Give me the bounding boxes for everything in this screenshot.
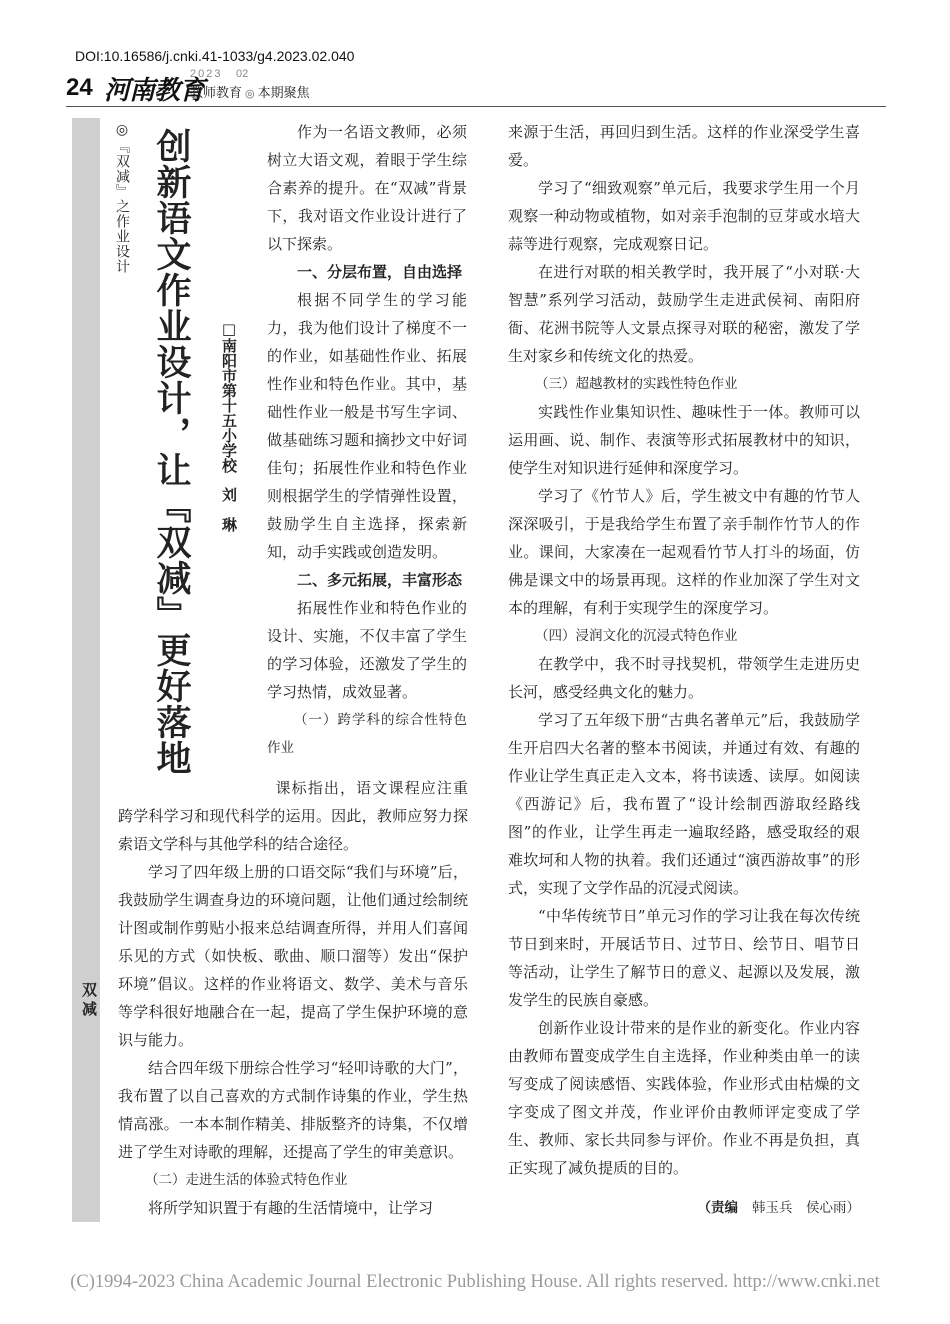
section-heading: 二、多元拓展，丰富形态 (297, 571, 463, 589)
author-unit: 南阳市第十五小学校 (220, 338, 238, 473)
page-number: 24 (66, 74, 93, 101)
subsection-heading: （二）走进生活的体验式特色作业 (145, 1172, 348, 1188)
subsection-heading: （四）浸润文化的沉浸式特色作业 (535, 628, 738, 644)
journal-issue: 02 (236, 68, 249, 80)
header-rule (66, 106, 886, 107)
journal-year: 2023 (190, 68, 223, 80)
series-label: ◎『双减』之作业设计 (114, 122, 130, 274)
paragraph: 在进行对联的相关教学时，我开展了“小对联·大智慧”系列学习活动，鼓励学生走进武侯祠、南阳府衙、花洲书院等人文景点探寻对联的秘密，激发了学生对家乡和传统文化的热爱。 (508, 263, 860, 365)
article-column-1-continued (118, 774, 468, 1222)
subsection-heading: （一）跨学科的综合性特色作业 (267, 712, 467, 756)
section-name: 本期聚焦 (257, 86, 310, 101)
sidebar-bar (72, 118, 100, 1222)
article-column-1 (267, 118, 467, 762)
paragraph: 创新作业设计带来的是作业的新变化。作业内容由教师布置变成学生自主选择，作业种类由单一的读写变成了阅读感悟、实践体验，作业形式由枯燥的文字变成了图文并茂，作业评价由教师评定变成了学生、教师、家长共同参与评价。作业不再是负担，真正实现了减负提质的目的。 (508, 1019, 860, 1177)
section-separator: ◎ (245, 87, 255, 100)
paragraph: 学习了五年级下册“古典名著单元”后，我鼓励学生开启四大名著的整本书阅读，并通过有效、有趣的作业让学生真正走入文本，将书读透、读厚。如阅读《西游记》后，我布置了“设计绘制西游取经路线图”的作业，让学生再走一遍取经路，感受取经的艰难坎坷和人物的执着。我们还通过“演西游故事”的形式，实现了文学作品的沉浸式阅读。 (508, 711, 860, 897)
section-heading: 一、分层布置，自由选择 (297, 263, 463, 281)
paragraph: 学习了四年级上册的口语交际“我们与环境”后，我鼓励学生调查身边的环境问题，让他们通过绘制统计图或制作剪贴小报来总结调查所得，并用人们喜闻乐见的方式（如快板、歌曲、顺口溜等）发出“保护环境”倡议。这样的作业将语文、数学、美术与音乐等学科很好地融合在一起，提高了学生保护环境的意识与能力。 (118, 863, 468, 1049)
paragraph: 在教学中，我不时寻找契机，带领学生走进历史长河，感受经典文化的魅力。 (508, 655, 860, 701)
paragraph: 将所学知识置于有趣的生活情境中，让学习 (148, 1199, 434, 1217)
article-column-2 (508, 118, 860, 1182)
subsection-heading: （三）超越教材的实践性特色作业 (535, 376, 738, 392)
editor-credit (600, 1196, 860, 1216)
journal-subtitle: 教师教育 (190, 86, 243, 101)
paragraph: “中华传统节日”单元习作的学习让我在每次传统节日到来时，开展话节日、过节日、绘节日、唱节日等活动，让学生了解节日的意义、起源以及发展，激发学生的民族自豪感。 (508, 907, 860, 1009)
paragraph: 实践性作业集知识性、趣味性于一体。教师可以运用画、说、制作、表演等形式拓展教材中的知识，使学生对知识进行延伸和深度学习。 (508, 403, 860, 477)
author-byline (216, 320, 242, 532)
paragraph: 拓展性作业和特色作业的设计、实施，不仅丰富了学生的学习体验，还激发了学生的学习热情，成效显著。 (267, 599, 467, 701)
paragraph: 作为一名语文教师，必须树立大语文观，着眼于学生综合素养的提升。在“双减”背景下，我对语文作业设计进行了以下探索。 (267, 123, 467, 253)
editor-names: 韩玉兵 侯心雨） (752, 1200, 860, 1216)
journal-logo: 河南教育 (104, 76, 205, 106)
paragraph: 来源于生活，再回归到生活。这样的作业深受学生喜爱。 (508, 123, 860, 169)
article-title: 创新语文作业设计，让『双减』更好落地 (151, 128, 191, 776)
paragraph: 结合四年级下册综合性学习“轻叩诗歌的大门”，我布置了以自己喜欢的方式制作诗集的作业，学生热情高涨。一本本制作精美、排版整齐的诗集，不仅增进了学生对诗歌的理解，还提高了学生的审美意识。 (118, 1059, 468, 1161)
paragraph: 根据不同学生的学习能力，我为他们设计了梯度不一的作业，如基础性作业、拓展性作业和特色作业。其中，基础性作业一般是书写生字词、做基础练习题和摘抄文中好词佳句；拓展性作业和特色作业则根据学生的学情弹性设置，鼓励学生自主选择，探索新知，动手实践或创造发明。 (267, 291, 467, 561)
paragraph: 学习了《竹节人》后，学生被文中有趣的竹节人深深吸引，于是我给学生布置了亲手制作竹节人的作业。课间，大家凑在一起观看竹节人打斗的场面，仿佛是课文中的场景再现。这样的作业加深了学生对文本的理解，有利于实现学生的深度学习。 (508, 487, 860, 617)
editor-label: （责编 (697, 1200, 738, 1216)
journal-name (190, 82, 310, 101)
author-name: 刘 琳 (220, 487, 238, 532)
paragraph: 课标指出，语文课程应注重跨学科学习和现代科学的运用。因此，教师应努力探索语文学科与其他学科的结合途径。 (118, 779, 468, 853)
paragraph: 学习了“细致观察”单元后，我要求学生用一个月观察一种动物或植物，如对亲手泡制的豆芽或水培大蒜等进行观察，完成观察日记。 (508, 179, 860, 253)
author-prefix: □ (220, 320, 238, 338)
sidebar-label: 双减 (80, 982, 98, 1020)
copyright-footer: (C)1994-2023 China Academic Journal Electronic Publishing House. All rights reserved. http://www.cnki.net (70, 1272, 880, 1292)
doi: DOI:10.16586/j.cnki.41-1033/g4.2023.02.040 (75, 48, 355, 64)
